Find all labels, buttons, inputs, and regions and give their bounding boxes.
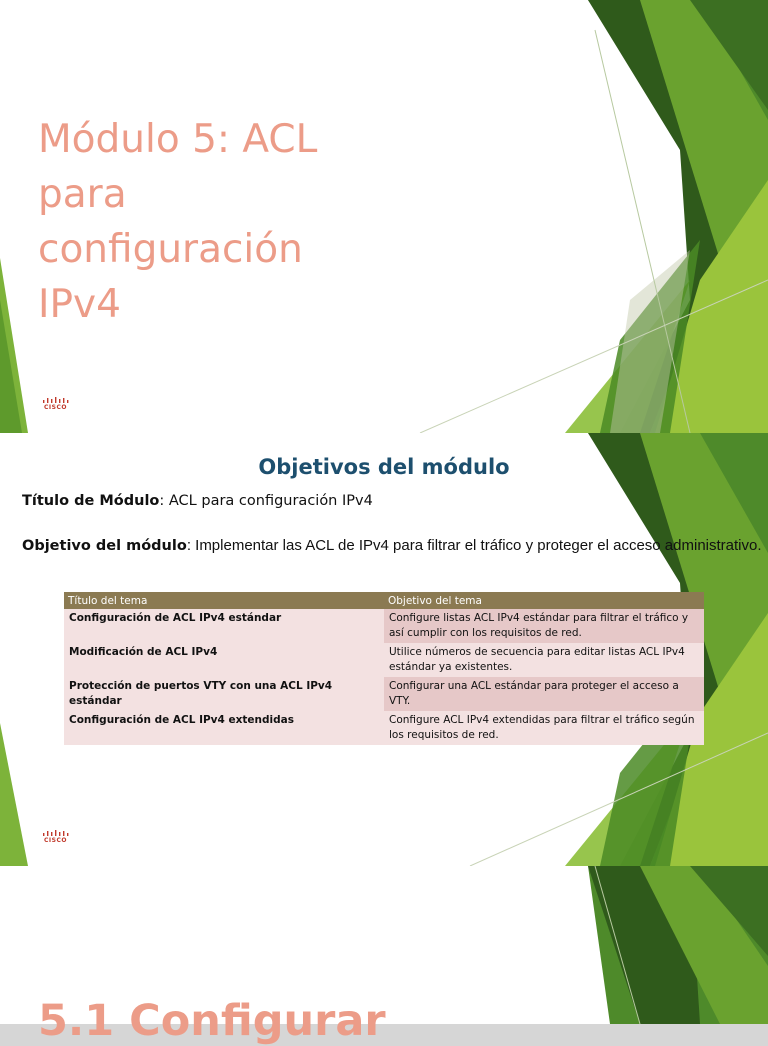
table-row	[64, 643, 704, 677]
cisco-wordmark: CISCO	[44, 837, 67, 844]
topic-title-cell: Protección de puertos VTY con una ACL IPv4 estándar	[64, 677, 384, 711]
topic-objective-cell: Utilice números de secuencia para editar listas ACL IPv4 estándar ya existentes.	[384, 643, 704, 677]
cisco-bars-icon	[42, 397, 72, 403]
cisco-bars-icon	[42, 830, 72, 836]
module-title-value: : ACL para configuración IPv4	[159, 493, 373, 509]
module-title-line	[22, 492, 762, 511]
module-objective-value: : Implementar las ACL de IPv4 para filtrar el tráfico y proteger el acceso administrativo.	[186, 537, 762, 554]
table-row	[64, 609, 704, 643]
cisco-wordmark: CISCO	[44, 404, 67, 411]
column-header-topic-title: Título del tema	[64, 592, 384, 609]
column-header-topic-objective: Objetivo del tema	[384, 592, 704, 609]
module-objective-line	[22, 536, 762, 556]
title-slide	[0, 0, 768, 433]
objectives-title: Objetivos del módulo	[258, 455, 510, 479]
table-header-row	[64, 592, 704, 609]
topics-table	[64, 592, 704, 745]
table-row	[64, 711, 704, 745]
module-title-label: Título de Módulo	[22, 493, 160, 509]
topic-title-cell: Configuración de ACL IPv4 estándar	[64, 609, 384, 643]
table-row	[64, 677, 704, 711]
cisco-logo	[42, 397, 72, 411]
topic-title-cell: Modificación de ACL IPv4	[64, 643, 384, 677]
cisco-logo	[42, 830, 72, 844]
slide-title: Módulo 5: ACL para configuración IPv4	[38, 117, 318, 327]
section-title: 5.1 Configurar	[38, 996, 386, 1046]
topic-objective-cell: Configurar una ACL estándar para proteger el acceso a VTY.	[384, 677, 704, 711]
topic-objective-cell: Configure listas ACL IPv4 estándar para filtrar el tráfico y así cumplir con los requisitos de red.	[384, 609, 704, 643]
module-objective-label: Objetivo del módulo	[22, 538, 187, 554]
topic-title-cell: Configuración de ACL IPv4 extendidas	[64, 711, 384, 745]
topic-objective-cell: Configure ACL IPv4 extendidas para filtrar el tráfico según los requisitos de red.	[384, 711, 704, 745]
